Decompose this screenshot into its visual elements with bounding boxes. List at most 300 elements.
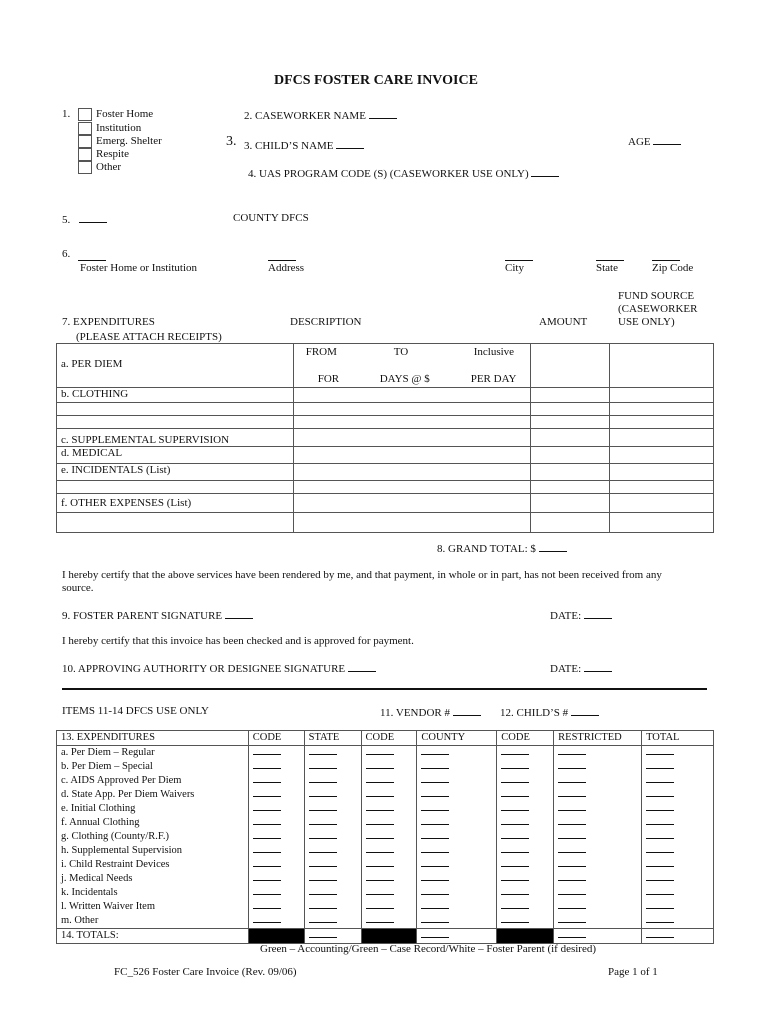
cell[interactable] [642, 760, 714, 774]
checkbox-emerg-shelter[interactable] [78, 135, 92, 148]
cell[interactable] [642, 872, 714, 886]
item1-number: 1. [62, 108, 71, 120]
cell[interactable] [304, 802, 361, 816]
child-number-label: 12. CHILD’S # [500, 707, 569, 719]
blank[interactable] [501, 858, 529, 867]
cell[interactable] [248, 774, 304, 788]
blank[interactable] [558, 816, 586, 825]
blank[interactable] [309, 886, 337, 895]
blank[interactable] [366, 774, 394, 783]
cell[interactable] [642, 774, 714, 788]
cell[interactable] [417, 872, 497, 886]
blank[interactable] [421, 774, 449, 783]
cell[interactable] [248, 900, 304, 914]
cell[interactable] [531, 403, 610, 416]
cell[interactable] [248, 802, 304, 816]
blank[interactable] [421, 844, 449, 853]
uas-code-field[interactable] [248, 166, 559, 180]
blank[interactable] [309, 802, 337, 811]
blank[interactable] [558, 802, 586, 811]
blank[interactable] [558, 788, 586, 797]
approving-date-blank[interactable] [584, 661, 612, 672]
blank[interactable] [366, 900, 394, 909]
cell[interactable] [531, 464, 610, 481]
cell[interactable] [610, 513, 714, 533]
cell[interactable] [417, 802, 497, 816]
blank[interactable] [421, 788, 449, 797]
blank[interactable] [646, 844, 674, 853]
foster-parent-signature-field[interactable] [62, 608, 253, 622]
cell[interactable] [531, 513, 610, 533]
blank[interactable] [366, 816, 394, 825]
cell[interactable] [610, 416, 714, 429]
blank[interactable] [366, 746, 394, 755]
cell[interactable] [304, 746, 361, 761]
cell[interactable] [531, 429, 610, 447]
blank[interactable] [558, 746, 586, 755]
cell[interactable] [497, 760, 554, 774]
blank[interactable] [309, 872, 337, 881]
vendor-blank[interactable] [453, 705, 481, 716]
blank[interactable] [253, 858, 281, 867]
certification-text-cont: source. [62, 582, 94, 594]
blank[interactable] [558, 914, 586, 923]
blank[interactable] [421, 886, 449, 895]
cell[interactable] [554, 746, 642, 761]
cell[interactable] [304, 760, 361, 774]
blank[interactable] [558, 760, 586, 769]
cell[interactable] [642, 858, 714, 872]
blank[interactable] [646, 760, 674, 769]
grand-total-blank[interactable] [539, 541, 567, 552]
cell[interactable] [554, 886, 642, 900]
cell[interactable] [417, 788, 497, 802]
approving-date-field[interactable] [550, 661, 612, 675]
child-number-blank[interactable] [571, 705, 599, 716]
blank[interactable] [366, 914, 394, 923]
uas-code-blank[interactable] [531, 166, 559, 177]
cell[interactable] [497, 872, 554, 886]
section-divider [62, 688, 707, 690]
blank[interactable] [253, 914, 281, 923]
blank[interactable] [309, 746, 337, 755]
foster-parent-signature-blank[interactable] [225, 608, 253, 619]
blank[interactable] [366, 872, 394, 881]
address-blank[interactable] [268, 250, 296, 261]
cell[interactable] [554, 844, 642, 858]
cell[interactable] [497, 816, 554, 830]
grand-total-field[interactable] [437, 541, 567, 555]
blank[interactable] [646, 886, 674, 895]
blank[interactable] [421, 858, 449, 867]
cell[interactable] [642, 929, 714, 944]
cell[interactable] [497, 886, 554, 900]
cell[interactable] [642, 844, 714, 858]
option-emerg-shelter: Emerg. Shelter [96, 135, 162, 147]
blank[interactable] [366, 760, 394, 769]
col-total: TOTAL [642, 731, 714, 746]
per-diem-description[interactable] [293, 344, 531, 388]
blank[interactable] [558, 886, 586, 895]
blank[interactable] [421, 760, 449, 769]
blank[interactable] [501, 914, 529, 923]
blank[interactable] [253, 802, 281, 811]
expenditure-label: j. Medical Needs [57, 872, 249, 886]
cell[interactable] [304, 886, 361, 900]
cell[interactable] [361, 872, 417, 886]
cell[interactable] [417, 886, 497, 900]
cell[interactable] [248, 914, 304, 929]
blank[interactable] [366, 844, 394, 853]
cell[interactable] [554, 788, 642, 802]
county-dfcs-label: COUNTY DFCS [233, 212, 309, 224]
state-blank[interactable] [596, 250, 624, 261]
cell[interactable] [531, 388, 610, 403]
cell[interactable] [293, 481, 531, 494]
child-name-field[interactable] [244, 138, 364, 152]
expenditure-label: b. Per Diem – Special [57, 760, 249, 774]
blank[interactable] [501, 746, 529, 755]
cell[interactable] [610, 388, 714, 403]
state-label: State [596, 262, 618, 274]
cell[interactable] [610, 429, 714, 447]
table-row [57, 844, 714, 858]
cell[interactable] [497, 844, 554, 858]
cell[interactable] [554, 802, 642, 816]
table-row [57, 494, 714, 513]
per-diem-amount[interactable] [531, 344, 610, 388]
blank[interactable] [366, 886, 394, 895]
col-code: CODE [497, 731, 554, 746]
cell[interactable] [417, 929, 497, 944]
cell[interactable] [610, 494, 714, 513]
cell[interactable] [361, 816, 417, 830]
caseworker-name-field[interactable] [244, 108, 397, 122]
blank[interactable] [646, 872, 674, 881]
cell[interactable] [531, 447, 610, 464]
clothing-label: b. CLOTHING [57, 388, 294, 403]
cell[interactable] [361, 746, 417, 761]
blank[interactable] [309, 760, 337, 769]
blank[interactable] [253, 872, 281, 881]
cell[interactable] [642, 802, 714, 816]
cell[interactable] [293, 429, 531, 447]
cell[interactable] [497, 788, 554, 802]
cell[interactable] [497, 858, 554, 872]
blank[interactable] [646, 802, 674, 811]
fund-source-line1: FUND SOURCE [618, 290, 695, 302]
cell[interactable] [304, 900, 361, 914]
cell[interactable] [248, 844, 304, 858]
cell[interactable] [293, 464, 531, 481]
cell[interactable] [248, 788, 304, 802]
approving-signature-label: 10. APPROVING AUTHORITY OR DESIGNEE SIGNATURE [62, 663, 346, 675]
cell[interactable] [248, 858, 304, 872]
certification-text: I hereby certify that the above services have been rendered by me, and that payment, in whole or in part, has not been received from any [62, 569, 662, 581]
child-number-field[interactable] [500, 705, 599, 719]
blank[interactable] [646, 830, 674, 839]
cell[interactable] [361, 844, 417, 858]
blank[interactable] [558, 900, 586, 909]
blank[interactable] [421, 872, 449, 881]
cell[interactable] [554, 914, 642, 929]
blank[interactable] [558, 844, 586, 853]
blank[interactable] [501, 886, 529, 895]
cell[interactable] [304, 830, 361, 844]
blank[interactable] [501, 760, 529, 769]
cell[interactable] [248, 872, 304, 886]
blank[interactable] [253, 900, 281, 909]
cell[interactable] [361, 914, 417, 929]
blank[interactable] [309, 788, 337, 797]
child-name-blank[interactable] [336, 138, 364, 149]
cell[interactable] [531, 416, 610, 429]
blank[interactable] [421, 929, 449, 938]
cell[interactable] [417, 830, 497, 844]
blank[interactable] [253, 788, 281, 797]
blank[interactable] [253, 830, 281, 839]
expenditure-label: g. Clothing (County/R.F.) [57, 830, 249, 844]
cell[interactable] [417, 914, 497, 929]
dfcs-expenditures-table [56, 730, 714, 944]
blank[interactable] [253, 844, 281, 853]
cell[interactable] [417, 760, 497, 774]
blank[interactable] [501, 830, 529, 839]
expenditures-table [56, 343, 714, 533]
table-row [57, 746, 714, 761]
blank[interactable] [646, 914, 674, 923]
county-blank[interactable] [79, 212, 107, 223]
cell[interactable] [417, 816, 497, 830]
cell[interactable] [497, 830, 554, 844]
cell[interactable] [293, 403, 531, 416]
cell[interactable] [248, 760, 304, 774]
blank[interactable] [501, 774, 529, 783]
blank[interactable] [309, 774, 337, 783]
cell[interactable] [554, 858, 642, 872]
age-blank[interactable] [653, 134, 681, 145]
cell[interactable] [304, 844, 361, 858]
county-field[interactable] [62, 212, 107, 226]
approving-signature-field[interactable] [62, 661, 376, 675]
cell[interactable] [642, 746, 714, 761]
expenditure-label: h. Supplemental Supervision [57, 844, 249, 858]
table-row [57, 830, 714, 844]
cell[interactable] [554, 872, 642, 886]
blank[interactable] [421, 802, 449, 811]
cell[interactable] [248, 746, 304, 761]
checkbox-foster-home[interactable] [78, 108, 92, 121]
cell[interactable] [497, 802, 554, 816]
approving-signature-blank[interactable] [348, 661, 376, 672]
cell[interactable] [610, 464, 714, 481]
per-diem-label: a. PER DIEM [57, 344, 294, 388]
city-blank[interactable] [505, 250, 533, 261]
blank[interactable] [421, 816, 449, 825]
blank[interactable] [253, 816, 281, 825]
cell [57, 481, 294, 494]
cell[interactable] [531, 494, 610, 513]
per-diem-fund[interactable] [610, 344, 714, 388]
blank[interactable] [501, 900, 529, 909]
zip-blank[interactable] [652, 250, 680, 261]
cell[interactable] [361, 760, 417, 774]
blank[interactable] [253, 760, 281, 769]
cell[interactable] [642, 900, 714, 914]
cell[interactable] [304, 858, 361, 872]
expenditure-label: c. AIDS Approved Per Diem [57, 774, 249, 788]
blank[interactable] [501, 816, 529, 825]
cell[interactable] [497, 914, 554, 929]
blank[interactable] [558, 929, 586, 938]
cell[interactable] [554, 816, 642, 830]
option-foster-home: Foster Home [96, 108, 154, 120]
blank[interactable] [501, 802, 529, 811]
cell[interactable] [304, 929, 361, 944]
foster-home-blank[interactable] [78, 250, 106, 261]
receipts-note: (PLEASE ATTACH RECEIPTS) [76, 331, 222, 343]
cell[interactable] [293, 416, 531, 429]
age-label: AGE [628, 136, 651, 148]
cell[interactable] [554, 760, 642, 774]
cell[interactable] [361, 900, 417, 914]
cell[interactable] [417, 900, 497, 914]
medical-label: d. MEDICAL [57, 447, 294, 464]
cell[interactable] [554, 929, 642, 944]
blank[interactable] [421, 914, 449, 923]
distribution-note: Green – Accounting/Green – Case Record/White – Foster Parent (if desired) [260, 943, 597, 955]
cell[interactable] [610, 403, 714, 416]
caseworker-name-label: 2. CASEWORKER NAME [244, 110, 366, 122]
cell[interactable] [293, 447, 531, 464]
cell[interactable] [642, 886, 714, 900]
form-number: FC_526 Foster Care Invoice (Rev. 09/06) [114, 966, 297, 978]
blank[interactable] [558, 774, 586, 783]
checkbox-other[interactable] [78, 161, 92, 174]
zip-label: Zip Code [652, 262, 694, 274]
blank[interactable] [309, 844, 337, 853]
blank[interactable] [366, 858, 394, 867]
cell[interactable] [361, 788, 417, 802]
option-respite: Respite [96, 148, 129, 160]
cell[interactable] [642, 914, 714, 929]
blank[interactable] [501, 788, 529, 797]
blank[interactable] [421, 746, 449, 755]
cell[interactable] [361, 886, 417, 900]
cell[interactable] [304, 788, 361, 802]
cell[interactable] [554, 900, 642, 914]
cell[interactable] [293, 494, 531, 513]
expenditures-heading: 7. EXPENDITURES [62, 316, 155, 328]
blank[interactable] [309, 929, 337, 938]
blank[interactable] [646, 858, 674, 867]
cell[interactable] [361, 830, 417, 844]
cell[interactable] [293, 388, 531, 403]
cell[interactable] [361, 858, 417, 872]
blank[interactable] [366, 802, 394, 811]
cell [57, 416, 294, 429]
cell[interactable] [417, 858, 497, 872]
blank[interactable] [309, 858, 337, 867]
cell[interactable] [304, 774, 361, 788]
cell[interactable] [304, 872, 361, 886]
age-field[interactable] [628, 134, 681, 148]
blank[interactable] [309, 830, 337, 839]
cell[interactable] [293, 513, 531, 533]
incidentals-label: e. INCIDENTALS (List) [57, 464, 294, 481]
blank[interactable] [646, 929, 674, 938]
cell[interactable] [610, 481, 714, 494]
blank[interactable] [646, 816, 674, 825]
cell[interactable] [417, 746, 497, 761]
cell[interactable] [642, 788, 714, 802]
blank[interactable] [421, 900, 449, 909]
blank[interactable] [309, 914, 337, 923]
table-row [57, 900, 714, 914]
blank[interactable] [421, 830, 449, 839]
cell[interactable] [361, 802, 417, 816]
caseworker-name-blank[interactable] [369, 108, 397, 119]
from-label: FROM [305, 346, 337, 358]
foster-date-blank[interactable] [584, 608, 612, 619]
blank[interactable] [253, 886, 281, 895]
blank[interactable] [366, 788, 394, 797]
cell[interactable] [497, 774, 554, 788]
blank[interactable] [558, 872, 586, 881]
expenditure-label: d. State App. Per Diem Waivers [57, 788, 249, 802]
table-row [57, 481, 714, 494]
cell[interactable] [304, 816, 361, 830]
cell[interactable] [248, 816, 304, 830]
vendor-field[interactable] [380, 705, 481, 719]
checkbox-respite[interactable] [78, 148, 92, 161]
cell[interactable] [642, 816, 714, 830]
blank[interactable] [558, 858, 586, 867]
blank[interactable] [646, 900, 674, 909]
blank[interactable] [646, 746, 674, 755]
cell[interactable] [554, 830, 642, 844]
blank[interactable] [558, 830, 586, 839]
blank[interactable] [646, 788, 674, 797]
blank[interactable] [646, 774, 674, 783]
cell[interactable] [248, 830, 304, 844]
cell[interactable] [531, 481, 610, 494]
cell[interactable] [417, 844, 497, 858]
cell[interactable] [361, 774, 417, 788]
cell[interactable] [610, 447, 714, 464]
blank[interactable] [309, 900, 337, 909]
totals-row [57, 929, 714, 944]
blank[interactable] [309, 816, 337, 825]
foster-date-field[interactable] [550, 608, 612, 622]
cell[interactable] [497, 746, 554, 761]
days-label: DAYS @ $ [379, 373, 430, 385]
blank[interactable] [253, 774, 281, 783]
table-row [57, 344, 714, 388]
cell[interactable] [417, 774, 497, 788]
cell[interactable] [554, 774, 642, 788]
cell[interactable] [642, 830, 714, 844]
cell[interactable] [304, 914, 361, 929]
blank[interactable] [501, 844, 529, 853]
blank[interactable] [253, 746, 281, 755]
blank[interactable] [501, 872, 529, 881]
cell[interactable] [248, 886, 304, 900]
checkbox-institution[interactable] [78, 122, 92, 135]
blank[interactable] [366, 830, 394, 839]
cell[interactable] [497, 900, 554, 914]
foster-parent-signature-label: 9. FOSTER PARENT SIGNATURE [62, 610, 223, 622]
